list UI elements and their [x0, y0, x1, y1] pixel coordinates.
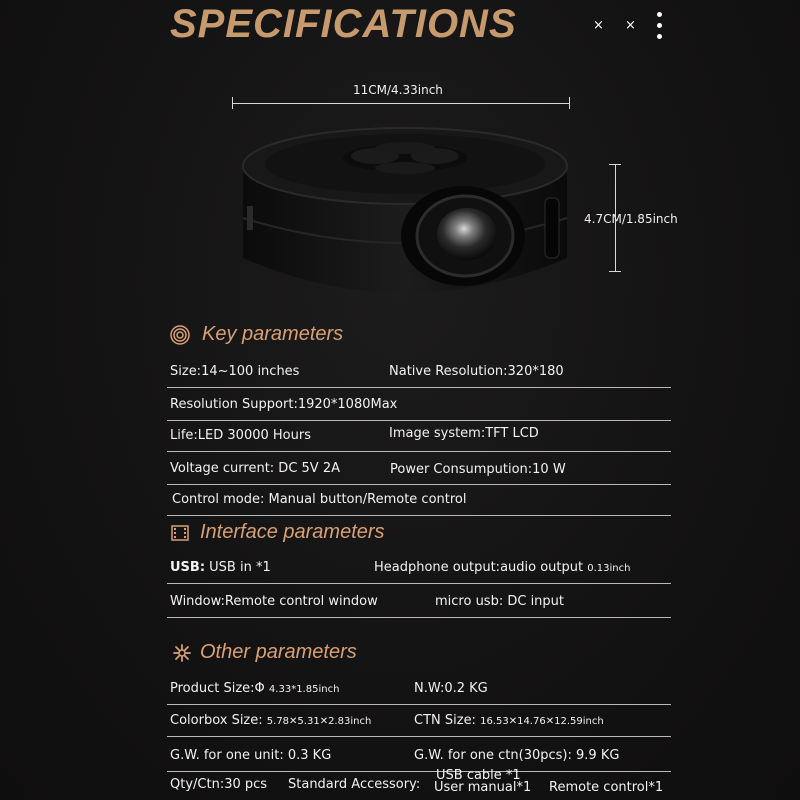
- target-icon: [170, 325, 190, 345]
- spec-gw-unit: G.W. for one unit: 0.3 KG: [170, 748, 332, 763]
- section-title: Other parameters: [200, 641, 357, 663]
- row-divider: [167, 451, 671, 452]
- accessory-usb-cable: USB cable *1: [436, 768, 521, 783]
- other-parameters-heading: [172, 641, 357, 664]
- product-size-label: Product Size:Φ: [170, 681, 269, 696]
- height-dimension-label: 4.7CM/1.85inch: [584, 212, 678, 226]
- spec-row: [167, 487, 671, 516]
- spec-size: Size:14~100 inches: [170, 364, 300, 379]
- height-tick-bottom: [609, 271, 621, 272]
- spec-row: [167, 392, 671, 421]
- usb-label: USB:: [170, 560, 206, 575]
- height-tick-top: [609, 164, 621, 165]
- product-size-value: 4.33*1.85inch: [268, 684, 340, 695]
- width-tick-right: [569, 97, 570, 109]
- spec-image-system: Image system:TFT LCD: [389, 426, 539, 441]
- width-dimension-line: [232, 103, 570, 104]
- spec-micro-usb: micro usb: DC input: [435, 594, 565, 609]
- spec-row: [167, 676, 671, 705]
- row-divider: [167, 704, 671, 705]
- accessory-user-manual: User manual*1: [434, 780, 532, 795]
- key-parameters-heading: [170, 323, 343, 346]
- spec-row: [167, 708, 671, 737]
- row-divider: [167, 515, 671, 516]
- width-dimension-label: 11CM/4.33inch: [353, 83, 443, 97]
- section-title: Key parameters: [202, 323, 344, 345]
- spec-voltage: Voltage current: DC 5V 2A: [170, 461, 340, 476]
- row-divider: [167, 736, 671, 737]
- accessory-remote-control: Remote control*1: [549, 780, 664, 795]
- spec-row: [167, 423, 671, 452]
- headphone-output: Headphone output:audio output: [374, 560, 588, 575]
- spec-qty: Qty/Ctn:30 pcs: [170, 777, 268, 792]
- spec-resolution-support: Resolution Support:1920*1080Max: [170, 397, 398, 412]
- star-burst-icon: [172, 643, 192, 663]
- row-divider: [167, 583, 671, 584]
- row-divider: [167, 484, 671, 485]
- close-icon-secondary[interactable]: ×: [625, 18, 636, 33]
- projector-image: [235, 118, 575, 318]
- colorbox-label: Colorbox Size:: [170, 713, 267, 728]
- more-menu-icon[interactable]: [655, 12, 665, 45]
- usb-value: USB in *1: [205, 560, 271, 575]
- spec-control-mode: Control mode: Manual button/Remote control: [172, 492, 467, 507]
- interface-parameters-heading: [170, 521, 385, 544]
- colorbox-value: 5.78✕5.31✕2.83inch: [266, 716, 372, 727]
- spec-row: [167, 359, 671, 388]
- spec-row: [167, 768, 671, 800]
- spec-window: Window:Remote control window: [170, 594, 378, 609]
- ctn-value: 16.53✕14.76✕12.59inch: [480, 716, 604, 727]
- spec-power: Power Consumpution:10 W: [390, 462, 566, 477]
- spec-life: Life:LED 30000 Hours: [170, 428, 311, 443]
- row-divider: [167, 387, 671, 388]
- spec-row: [167, 555, 671, 584]
- spec-row: [167, 456, 671, 485]
- close-icon[interactable]: ×: [593, 18, 604, 33]
- spec-native-resolution: Native Resolution:320*180: [389, 364, 564, 379]
- row-divider: [167, 617, 671, 618]
- row-divider: [167, 420, 671, 421]
- film-icon: [170, 523, 190, 543]
- page-title: SPECIFICATIONS: [170, 2, 517, 46]
- width-tick-left: [232, 97, 233, 109]
- section-title: Interface parameters: [200, 521, 385, 543]
- ctn-label: CTN Size:: [414, 713, 481, 728]
- headphone-size: 0.13inch: [587, 563, 631, 574]
- spec-gw-ctn: G.W. for one ctn(30pcs): 9.9 KG: [414, 748, 620, 763]
- spec-net-weight: N.W:0.2 KG: [414, 681, 488, 696]
- spec-accessory-label: Standard Accessory:: [288, 777, 421, 792]
- spec-row: [167, 589, 671, 618]
